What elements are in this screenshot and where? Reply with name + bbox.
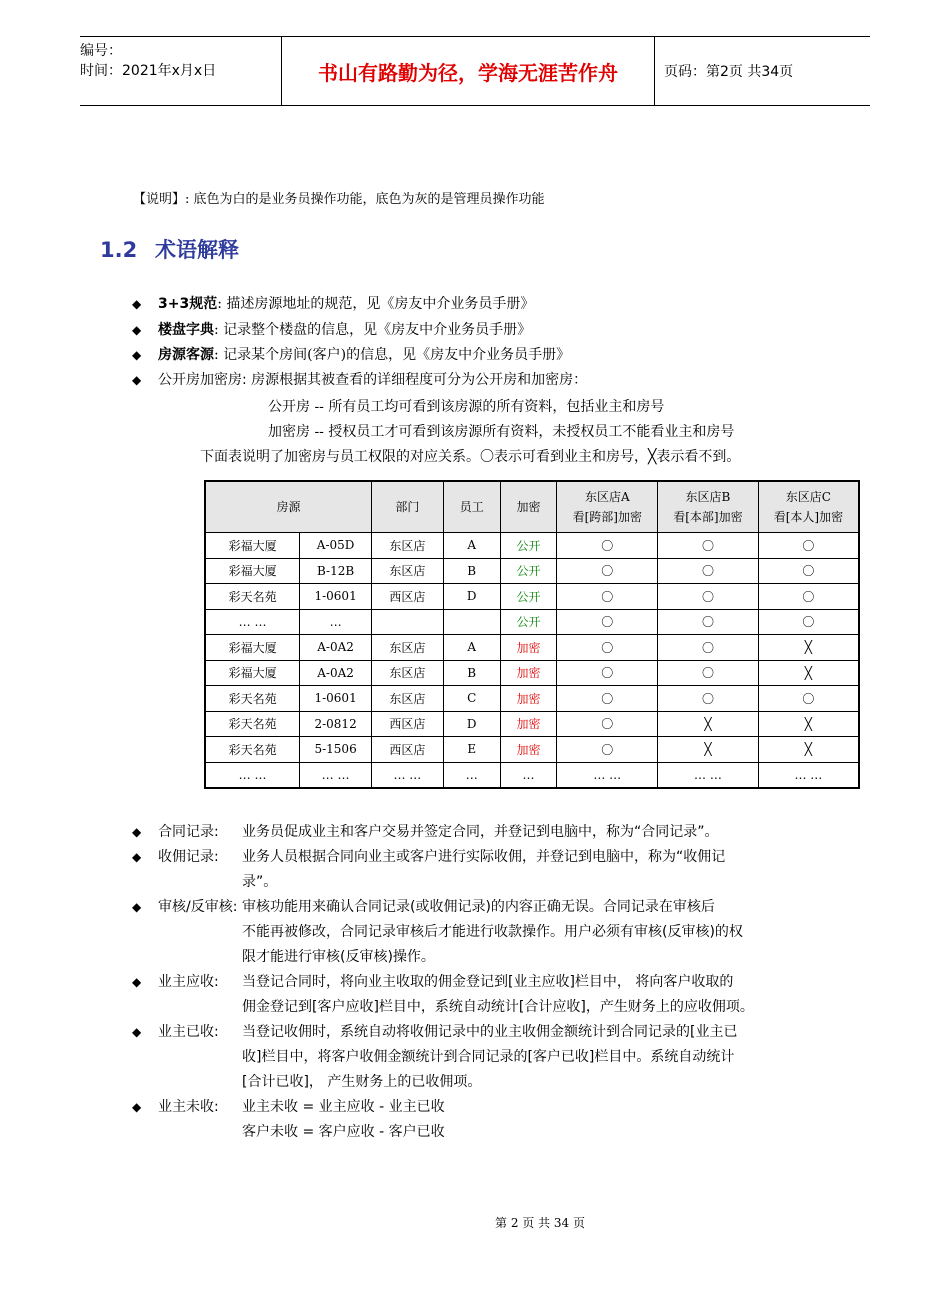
cell-store-a: 〇 (557, 558, 658, 584)
term-line: 当登记收佣时，系统自动将收佣记录中的业主收佣金额统计到合同记录的[业主已 (242, 1024, 738, 1040)
cell-store-b: 〇 (658, 609, 759, 635)
store-b-name: 东区店B (685, 490, 731, 504)
cell-store-c: ╳ (758, 635, 859, 661)
section-number: 1.2 (100, 238, 138, 262)
cell-room: A-0A2 (300, 635, 372, 661)
cell-store-a: 〇 (557, 533, 658, 559)
section-title: 术语解释 (155, 238, 239, 262)
table-row (205, 533, 859, 559)
header-motto: 书山有路勤为径，学海无涯苦作舟 (281, 37, 655, 105)
col-header-staff: 员工 (443, 481, 500, 533)
table-row (205, 660, 859, 686)
table-row (205, 609, 859, 635)
term-line: 录”。 (242, 874, 278, 890)
cell-staff: D (443, 711, 500, 737)
cell-store-c: … … (758, 762, 859, 788)
table-row (205, 686, 859, 712)
cell-dept (372, 609, 444, 635)
cell-store-a: 〇 (557, 737, 658, 763)
bullet-desc: : 描述房源地址的规范，见《房友中介业务员手册》 (217, 296, 535, 312)
term-body (242, 845, 872, 895)
cell-store-c: 〇 (758, 533, 859, 559)
store-a-name: 东区店A (584, 490, 630, 504)
cell-property: … … (205, 762, 300, 788)
bullet-term: 房源客源 (158, 347, 214, 363)
cell-staff: A (443, 635, 500, 661)
term-label: 业主应收: (158, 974, 219, 990)
encrypted-house-def: 加密房 -- 授权员工才可看到该房源所有资料，未授权员工不能看业主和房号 (268, 424, 735, 440)
page-header (80, 36, 870, 106)
bullet-desc: : 记录某个房间(客户)的信息，见《房友中介业务员手册》 (214, 347, 571, 363)
term-body (242, 1095, 872, 1145)
term-line: 佣金登记到[客户应收]栏目中，系统自动统计[合计应收]，产生财务上的应收佣项。 (242, 999, 754, 1015)
table-row (205, 711, 859, 737)
cell-staff: B (443, 660, 500, 686)
cell-enc: 加密 (500, 737, 557, 763)
cell-room: 1-0601 (300, 686, 372, 712)
header-meta (80, 37, 280, 109)
diamond-bullet-icon: ◆ (132, 1025, 142, 1039)
cell-store-c: 〇 (758, 686, 859, 712)
diamond-bullet-icon: ◆ (132, 1100, 142, 1114)
table-row (205, 762, 859, 788)
term-line: 审核功能用来确认合同记录(或收佣记录)的内容正确无误。合同记录在审核后 (242, 899, 715, 915)
term-label: 业主已收: (158, 1024, 219, 1040)
cell-property: 彩福大厦 (205, 533, 300, 559)
col-header-store-c (758, 481, 859, 533)
cell-store-c: 〇 (758, 558, 859, 584)
cell-store-c: ╳ (758, 660, 859, 686)
cell-staff: … (443, 762, 500, 788)
table-row (205, 558, 859, 584)
cell-dept: 东区店 (372, 660, 444, 686)
cell-dept: 西区店 (372, 737, 444, 763)
cell-store-a: 〇 (557, 609, 658, 635)
cell-store-b: 〇 (658, 635, 759, 661)
cell-dept: 东区店 (372, 686, 444, 712)
store-a-scope: 看[跨部]加密 (572, 510, 642, 524)
cell-property: 彩福大厦 (205, 660, 300, 686)
cell-property: 彩天名苑 (205, 686, 300, 712)
cell-dept: 东区店 (372, 558, 444, 584)
diamond-bullet-icon: ◆ (132, 825, 142, 839)
cell-store-c: ╳ (758, 737, 859, 763)
usage-note: 【说明】: 底色为白的是业务员操作功能，底色为灰的是管理员操作功能 (133, 192, 545, 207)
cell-room: B-12B (300, 558, 372, 584)
cell-room: … … (300, 762, 372, 788)
cell-staff (443, 609, 500, 635)
diamond-bullet-icon: ◆ (132, 323, 142, 337)
section-heading (100, 234, 239, 264)
cell-dept: … … (372, 762, 444, 788)
cell-property: 彩福大厦 (205, 635, 300, 661)
diamond-bullet-icon: ◆ (132, 297, 142, 311)
term-line: 业务员促成业主和客户交易并签定合同，并登记到电脑中，称为“合同记录”。 (242, 824, 719, 840)
cell-property: 彩天名苑 (205, 737, 300, 763)
cell-enc: 加密 (500, 635, 557, 661)
cell-store-b: 〇 (658, 558, 759, 584)
cell-room: 1-0601 (300, 584, 372, 610)
term-body (242, 895, 872, 970)
diamond-bullet-icon: ◆ (132, 348, 142, 362)
cell-room: 2-0812 (300, 711, 372, 737)
cell-dept: 东区店 (372, 635, 444, 661)
table-header-row (205, 481, 859, 533)
term-line: 限才能进行审核(反审核)操作。 (242, 949, 435, 965)
term-line: 业务人员根据合同向业主或客户进行实际收佣，并登记到电脑中，称为“收佣记 (242, 849, 726, 865)
diamond-bullet-icon: ◆ (132, 900, 142, 914)
cell-store-b: ╳ (658, 711, 759, 737)
cell-store-b: ╳ (658, 737, 759, 763)
cell-enc: 公开 (500, 533, 557, 559)
cell-staff: E (443, 737, 500, 763)
col-header-dept: 部门 (372, 481, 444, 533)
cell-store-a: 〇 (557, 660, 658, 686)
bullet-desc: : 记录整个楼盘的信息，见《房友中介业务员手册》 (214, 322, 532, 338)
diamond-bullet-icon: ◆ (132, 850, 142, 864)
cell-staff: D (443, 584, 500, 610)
term-label: 收佣记录: (158, 849, 219, 865)
diamond-bullet-icon: ◆ (132, 373, 142, 387)
bullet-term: 楼盘字典 (158, 322, 214, 338)
term-body (242, 970, 872, 1020)
cell-dept: 西区店 (372, 584, 444, 610)
col-header-store-a (557, 481, 658, 533)
cell-enc: 公开 (500, 584, 557, 610)
col-header-enc: 加密 (500, 481, 557, 533)
cell-staff: B (443, 558, 500, 584)
store-c-name: 东区店C (785, 490, 831, 504)
serial-label: 编号： (80, 43, 122, 59)
cell-property: 彩天名苑 (205, 584, 300, 610)
cell-dept: 东区店 (372, 533, 444, 559)
term-line: 客户未收 = 客户应收 - 客户已收 (242, 1124, 445, 1140)
cell-store-a: 〇 (557, 635, 658, 661)
permission-table (204, 480, 860, 789)
term-label: 业主未收: (158, 1099, 219, 1115)
table-row (205, 584, 859, 610)
cell-store-a: … … (557, 762, 658, 788)
cell-room: A-05D (300, 533, 372, 559)
term-line: 不能再被修改，合同记录审核后才能进行收款操作。用户必须有审核(反审核)的权 (242, 924, 743, 940)
cell-property: … … (205, 609, 300, 635)
bullet-term: 3+3规范 (158, 296, 218, 312)
cell-store-b: … … (658, 762, 759, 788)
time-label: 时间：2021年x月x日 (80, 63, 217, 79)
term-body (242, 1020, 872, 1095)
cell-enc: … (500, 762, 557, 788)
page-footer: 第 2 页 共 34 页 (495, 1216, 585, 1230)
header-page-number: 页码：第2页 共34页 (664, 64, 794, 80)
cell-store-b: 〇 (658, 660, 759, 686)
table-intro: 下面表说明了加密房与员工权限的对应关系。〇表示可看到业主和房号，╳表示看不到。 (200, 449, 741, 465)
store-b-scope: 看[本部]加密 (673, 510, 743, 524)
col-header-source: 房源 (205, 481, 372, 533)
bullet-desc: 公开房加密房: 房源根据其被查看的详细程度可分为公开房和加密房： (158, 372, 588, 388)
cell-store-c: ╳ (758, 711, 859, 737)
cell-store-a: 〇 (557, 711, 658, 737)
diamond-bullet-icon: ◆ (132, 975, 142, 989)
table-row (205, 737, 859, 763)
term-line: 收]栏目中，将客户收佣金额统计到合同记录的[客户已收]栏目中。系统自动统计 (242, 1049, 735, 1065)
cell-enc: 公开 (500, 609, 557, 635)
cell-property: 彩天名苑 (205, 711, 300, 737)
cell-store-b: 〇 (658, 533, 759, 559)
term-line: 业主未收 = 业主应收 - 业主已收 (242, 1099, 445, 1115)
table-row (205, 635, 859, 661)
cell-store-a: 〇 (557, 686, 658, 712)
cell-room: 5-1506 (300, 737, 372, 763)
cell-room: … (300, 609, 372, 635)
cell-enc: 加密 (500, 686, 557, 712)
col-header-store-b (658, 481, 759, 533)
cell-property: 彩福大厦 (205, 558, 300, 584)
term-body (242, 820, 872, 845)
cell-staff: A (443, 533, 500, 559)
cell-enc: 公开 (500, 558, 557, 584)
term-line: 当登记合同时，将向业主收取的佣金登记到[业主应收]栏目中， 将向客户收取的 (242, 974, 734, 990)
cell-staff: C (443, 686, 500, 712)
cell-store-b: 〇 (658, 584, 759, 610)
cell-store-a: 〇 (557, 584, 658, 610)
cell-room: A-0A2 (300, 660, 372, 686)
cell-enc: 加密 (500, 711, 557, 737)
term-label: 审核/反审核: (158, 899, 238, 915)
cell-store-c: 〇 (758, 584, 859, 610)
term-line: [合计已收]， 产生财务上的已收佣项。 (242, 1074, 482, 1090)
cell-store-b: 〇 (658, 686, 759, 712)
term-label: 合同记录: (158, 824, 219, 840)
cell-enc: 加密 (500, 660, 557, 686)
cell-dept: 西区店 (372, 711, 444, 737)
public-house-def: 公开房 -- 所有员工均可看到该房源的所有资料，包括业主和房号 (268, 399, 665, 415)
store-c-scope: 看[本人]加密 (773, 510, 844, 524)
cell-store-c: 〇 (758, 609, 859, 635)
